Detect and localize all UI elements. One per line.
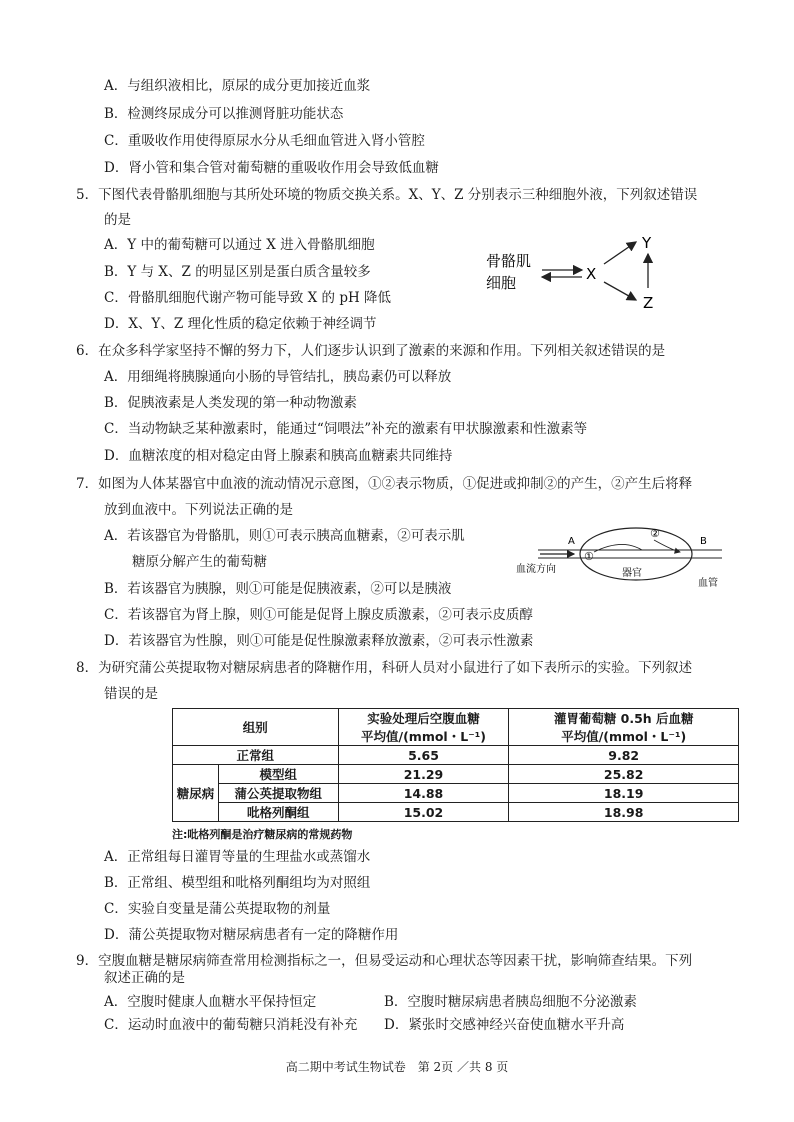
q9-option-a: A．空腹时健康人血糖水平保持恒定 (104, 994, 317, 1010)
q5-stem-cont: 的是 (104, 212, 131, 228)
row-dandelion-v2: 18.19 (509, 784, 739, 803)
q5-option-b: B．Y 与 X、Z 的明显区别是蛋白质含量较多 (104, 264, 371, 280)
q5-stem: 5．下图代表骨骼肌细胞与其所处环境的物质交换关系。X、Y、Z 分别表示三种细胞外液，下列叙述错误 (76, 187, 698, 203)
q9-option-d: D．紧张时交感神经兴奋使血糖水平升高 (384, 1017, 625, 1033)
q7-label-a: A (568, 536, 575, 547)
table-row (173, 784, 739, 803)
q6-option-b: B．促胰液素是人类发现的第一种动物激素 (104, 395, 357, 411)
header-after-l1: 灌胃葡萄糖 0.5h 后血糖 (509, 709, 739, 728)
substance-link (594, 544, 642, 552)
q4-option-d: D．肾小管和集合管对葡萄糖的重吸收作用会导致低血糖 (104, 160, 439, 176)
q7-option-b: B．若该器官为胰腺，则①可能是促胰液素，②可以是胰液 (104, 581, 452, 597)
q9-option-c: C．运动时血液中的葡萄糖只消耗没有补充 (104, 1017, 358, 1033)
q6-option-c: C．当动物缺乏某种激素时，能通过“饲喂法”补充的激素有甲状腺激素和性激素等 (104, 421, 588, 437)
q7-organ-blood-diagram (512, 522, 726, 594)
header-after-l2: 平均值/(mmol・L⁻¹) (509, 727, 739, 746)
q5-x-label: X (586, 265, 597, 283)
q7-flow-label: 血流方向 (516, 564, 556, 575)
header-fasting-l1: 实验处理后空腹血糖 (338, 709, 509, 728)
row-model-v2: 25.82 (509, 765, 739, 784)
q8-option-c: C．实验自变量是蒲公英提取物的剂量 (104, 901, 331, 917)
header-fasting-l2: 平均值/(mmol・L⁻¹) (338, 727, 509, 746)
table-row (173, 803, 739, 822)
q7-substance-2: ② (650, 527, 660, 540)
table-row (173, 765, 739, 784)
q8-option-d: D．蒲公英提取物对糖尿病患者有一定的降糖作用 (104, 927, 399, 943)
q8-data-table (172, 708, 739, 822)
q6-stem: 6．在众多科学家坚持不懈的努力下，人们逐步认识到了激素的来源和作用。下列相关叙述错误的是 (76, 343, 666, 359)
table-row (173, 746, 739, 765)
q9-stem: 9．空腹血糖是糖尿病筛查常用检测指标之一，但易受运动和心理状态等因素干扰，影响筛查结果。下列 (76, 953, 693, 969)
page-footer: 高二期中考试生物试卷 第 2页 ／共 8 页 (285, 1060, 509, 1074)
q9-stem-cont: 叙述正确的是 (104, 970, 185, 986)
row-pioglitazone-name: 吡格列酮组 (218, 803, 338, 822)
q8-table-note: 注:吡格列酮是治疗糖尿病的常规药物 (172, 828, 353, 841)
arrow-x-to-z (604, 282, 636, 300)
q5-cell-label-2: 细胞 (486, 274, 517, 292)
q4-option-c: C．重吸收作用使得原尿水分从毛细血管进入肾小管腔 (104, 133, 425, 149)
arrow-x-to-y (604, 242, 636, 264)
q7-organ-label: 器官 (622, 568, 642, 579)
q6-option-a: A．用细绳将胰腺通向小肠的导管结扎，胰岛素仍可以释放 (104, 369, 452, 385)
row-normal-v2: 9.82 (509, 746, 739, 765)
q6-option-d: D．血糖浓度的相对稳定由肾上腺素和胰高血糖素共同维持 (104, 448, 453, 464)
q7-option-a-cont: 糖原分解产生的葡萄糖 (132, 554, 267, 570)
q5-exchange-diagram (478, 228, 678, 312)
q8-option-a: A．正常组每日灌胃等量的生理盐水或蒸馏水 (104, 849, 371, 865)
q5-option-d: D．X、Y、Z 理化性质的稳定依赖于神经调节 (104, 316, 377, 332)
row-dandelion-name: 蒲公英提取物组 (218, 784, 338, 803)
header-group: 组别 (173, 709, 339, 746)
q7-stem-cont: 放到血液中。下列说法正确的是 (104, 502, 293, 518)
q7-vessel-label: 血管 (698, 578, 718, 589)
q9-option-b: B．空腹时糖尿病患者胰岛细胞不分泌激素 (384, 994, 637, 1010)
q5-option-c: C．骨骼肌细胞代谢产物可能导致 X 的 pH 降低 (104, 290, 392, 306)
q8-option-b: B．正常组、模型组和吡格列酮组均为对照组 (104, 875, 371, 891)
q5-y-label: Y (642, 234, 652, 252)
row-model-name: 模型组 (218, 765, 338, 784)
q7-stem: 7．如图为人体某器官中血液的流动情况示意图，①②表示物质，①促进或抑制②的产生，②产生后将释 (76, 476, 693, 492)
table-header-row (173, 709, 739, 728)
q4-option-b: B．检测终尿成分可以推测肾脏功能状态 (104, 106, 344, 122)
row-normal-v1: 5.65 (338, 746, 509, 765)
q5-cell-label-1: 骨骼肌 (486, 252, 532, 270)
q4-option-a: A．与组织液相比，原尿的成分更加接近血浆 (104, 78, 371, 94)
row-diabetes-label: 糖尿病 (173, 765, 219, 822)
q8-stem: 8．为研究蒲公英提取物对糖尿病患者的降糖作用，科研人员对小鼠进行了如下表所示的实验。下列叙述 (76, 660, 693, 676)
row-pioglitazone-v2: 18.98 (509, 803, 739, 822)
q8-stem-cont: 错误的是 (104, 686, 158, 702)
q5-option-a: A．Y 中的葡萄糖可以通过 X 进入骨骼肌细胞 (104, 237, 375, 253)
q7-option-c: C．若该器官为肾上腺，则①可能是促肾上腺皮质激素，②可表示皮质醇 (104, 607, 533, 623)
q7-substance-1: ① (584, 550, 594, 563)
row-model-v1: 21.29 (338, 765, 509, 784)
row-pioglitazone-v1: 15.02 (338, 803, 509, 822)
q7-option-d: D．若该器官为性腺，则①可能是促性腺激素释放激素，②可表示性激素 (104, 633, 534, 649)
row-dandelion-v1: 14.88 (338, 784, 509, 803)
q5-z-label: Z (643, 294, 654, 312)
q7-label-b: B (700, 536, 707, 547)
q7-option-a: A．若该器官为骨骼肌，则①可表示胰高血糖素，②可表示肌 (104, 528, 465, 544)
row-normal-name: 正常组 (173, 746, 339, 765)
